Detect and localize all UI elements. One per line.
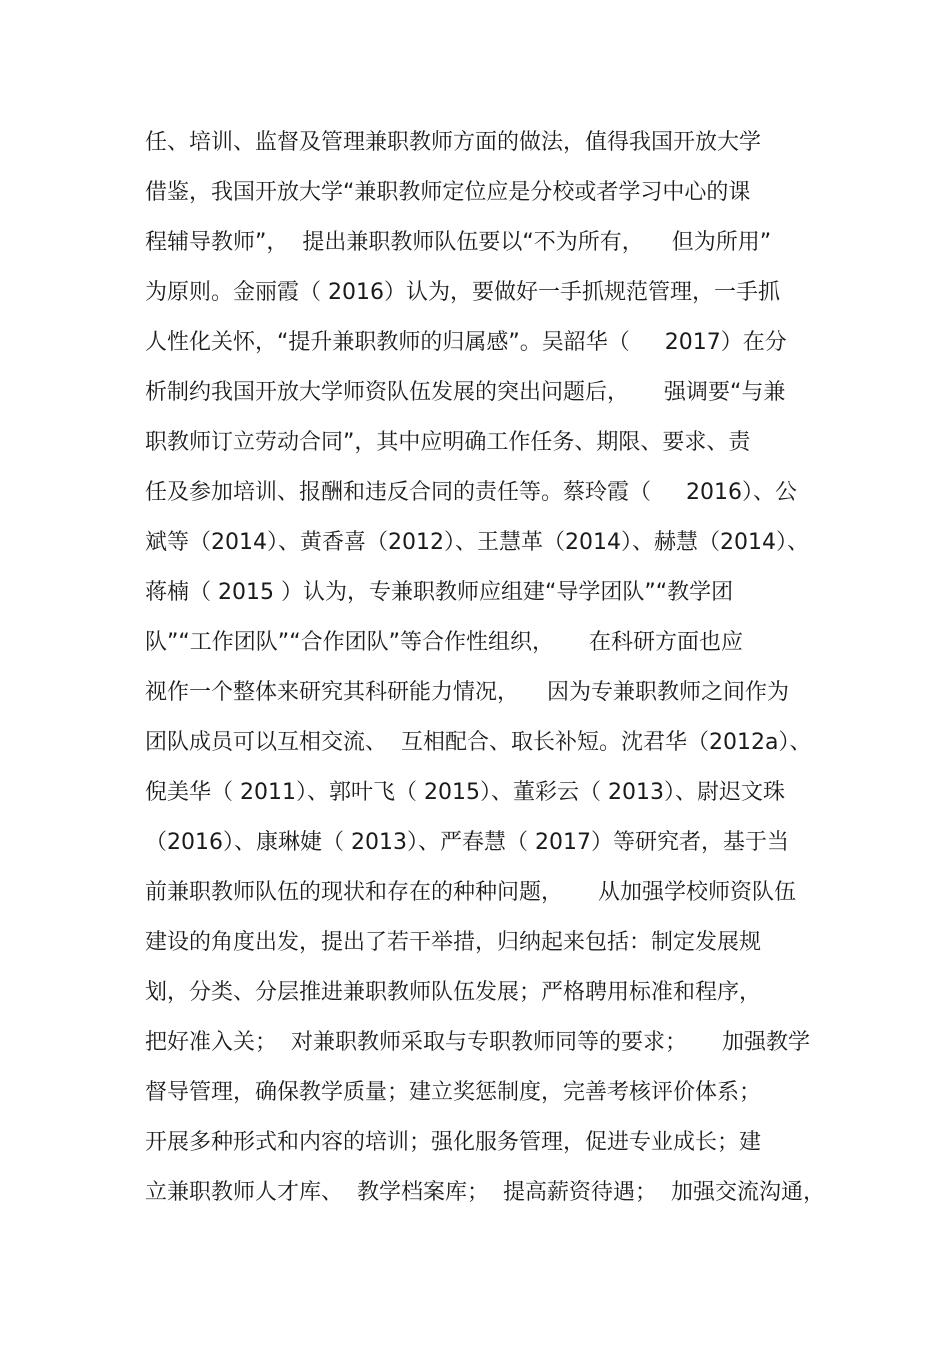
text-line-6: 析制约我国开放大学师资队伍发展的突出问题后， 强调要“与兼 — [145, 380, 786, 405]
text-line-2: 借鉴，我国开放大学“兼职教师定位应是分校或者学习中心的课 — [145, 180, 751, 205]
text-line-5: 人性化关怀，“提升兼职教师的归属感”。吴韶华（ 2017）在分 — [145, 330, 787, 355]
text-line-9: 斌等（2014）、黄香喜（2012）、王慧革（2014）、赫慧（2014）、 — [145, 530, 809, 555]
text-line-11: 队”“工作团队”“合作团队”等合作性组织， 在科研方面也应 — [145, 630, 743, 655]
text-line-13: 团队成员可以互相交流、 互相配合、取长补短。沈君华（2012a）、 — [145, 730, 812, 755]
text-line-18: 划，分类、分层推进兼职教师队伍发展；严格聘用标准和程序， — [145, 980, 762, 1005]
text-line-17: 建设的角度出发，提出了若干举措，归纳起来包括：制定发展规 — [145, 930, 762, 955]
text-line-21: 开展多种形式和内容的培训；强化服务管理，促进专业成长；建 — [145, 1130, 762, 1155]
text-line-19: 把好准入关； 对兼职教师采取与专职教师同等的要求； 加强教学 — [145, 1030, 810, 1055]
text-line-14: 倪美华（ 2011）、郭叶飞（ 2015）、董彩云（ 2013）、尉迟文珠 — [145, 780, 785, 805]
text-line-20: 督导管理，确保教学质量；建立奖惩制度，完善考核评价体系； — [145, 1080, 762, 1105]
text-line-15: （2016）、康琳婕（ 2013）、严春慧（ 2017）等研究者，基于当 — [145, 830, 789, 855]
text-line-16: 前兼职教师队伍的现状和存在的种种问题， 从加强学校师资队伍 — [145, 880, 796, 905]
text-line-22: 立兼职教师人才库、 教学档案库； 提高薪资待遇； 加强交流沟通， — [145, 1180, 825, 1205]
body-paragraph — [145, 123, 825, 1223]
text-line-3: 程辅导教师”， 提出兼职教师队伍要以“不为所有， 但为所用” — [145, 230, 772, 255]
text-line-8: 任及参加培训、报酬和违反合同的责任等。蔡玲霞（ 2016）、公 — [145, 480, 797, 505]
text-line-1: 任、培训、监督及管理兼职教师方面的做法，值得我国开放大学 — [145, 130, 762, 155]
text-line-10: 蒋楠（ 2015 ）认为，专兼职教师应组建“导学团队”“教学团 — [145, 580, 734, 605]
text-line-12: 视作一个整体来研究其科研能力情况， 因为专兼职教师之间作为 — [145, 680, 789, 705]
text-line-7: 职教师订立劳动合同”，其中应明确工作任务、期限、要求、责 — [145, 430, 751, 455]
text-line-4: 为原则。金丽霞（ 2016）认为，要做好一手抓规范管理，一手抓 — [145, 280, 780, 305]
